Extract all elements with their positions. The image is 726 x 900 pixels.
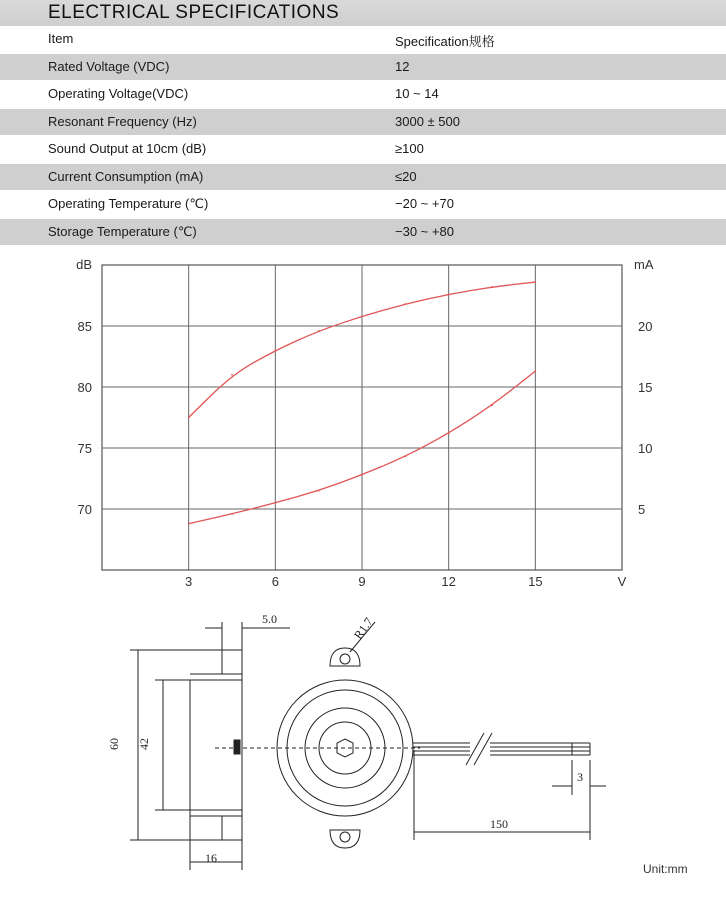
spec-item-value: 10 ~ 14	[395, 86, 439, 101]
dim-3-label: 3	[577, 770, 583, 784]
y-left-tick-label: 75	[77, 441, 92, 456]
spec-item-value: ≥100	[395, 141, 424, 156]
sound-output-point	[534, 281, 536, 283]
spec-header-row	[0, 26, 726, 54]
y-left-tick-label: 70	[77, 502, 92, 517]
chart-grid	[102, 265, 622, 570]
dim-42	[137, 680, 190, 810]
spec-item-label: Operating Temperature (℃)	[48, 196, 209, 211]
spec-title: ELECTRICAL SPECIFICATIONS	[48, 2, 340, 23]
spec-row	[0, 81, 726, 109]
current-point	[274, 502, 276, 504]
x-tick-label: 12	[441, 574, 456, 589]
y-right-tick-label: 20	[638, 319, 653, 334]
sound-output-point	[274, 350, 276, 352]
dim-150-label: 150	[490, 817, 508, 831]
x-tick-label: 15	[528, 574, 543, 589]
sound-output-point	[231, 374, 233, 376]
sound-output-point	[448, 293, 450, 295]
y-right-tick-label: 10	[638, 441, 653, 456]
y-right-axis-label: mA	[634, 257, 654, 272]
dim-42-label: 42	[137, 738, 151, 750]
dim-5-0	[205, 612, 290, 650]
dim-150	[414, 750, 590, 840]
spec-item-label: Storage Temperature (℃)	[48, 223, 197, 239]
spec-row	[0, 54, 726, 82]
spec-row	[0, 164, 726, 192]
lead-wires	[413, 733, 590, 765]
performance-chart	[0, 250, 726, 590]
spec-row	[0, 219, 726, 247]
dim-60	[107, 650, 222, 840]
chart-labels	[76, 257, 654, 589]
y-left-tick-label: 80	[77, 380, 92, 395]
spec-row	[0, 109, 726, 137]
dimension-drawing	[0, 600, 726, 900]
dim-60-label: 60	[107, 738, 121, 750]
dim-5-0-label: 5.0	[262, 612, 277, 626]
spec-item-value: ≤20	[395, 168, 417, 184]
current-point	[448, 432, 450, 434]
spec-item-label: Resonant Frequency (Hz)	[48, 113, 197, 129]
spec-item-label: Current Consumption (mA)	[48, 168, 204, 184]
sound-output-point	[361, 315, 363, 317]
sound-output-point	[491, 286, 493, 288]
sound-output-point	[404, 303, 406, 305]
dim-16-label: 16	[205, 851, 217, 865]
y-left-axis-label: dB	[76, 257, 92, 272]
spec-row	[0, 191, 726, 219]
spec-header-item: Item	[48, 31, 74, 46]
x-axis-label: V	[617, 574, 627, 589]
spec-item-value: −30 ~ +80	[395, 223, 454, 239]
dim-r17-label: R1.7	[350, 614, 376, 642]
y-right-tick-label: 15	[638, 380, 653, 395]
spec-title-bar	[0, 0, 726, 26]
unit-label: Unit:mm	[643, 862, 688, 876]
sound-output-point	[188, 417, 190, 419]
current-point	[534, 370, 536, 372]
spec-item-value: −20 ~ +70	[395, 196, 454, 211]
spec-item-value: 12	[395, 58, 410, 74]
spec-item-label: Rated Voltage (VDC)	[48, 58, 170, 74]
spec-item-label: Operating Voltage(VDC)	[48, 86, 189, 101]
spec-item-label: Sound Output at 10cm (dB)	[48, 141, 207, 156]
spec-header-value: Specification规格	[395, 34, 495, 49]
current-point	[361, 474, 363, 476]
y-left-tick-label: 85	[77, 319, 92, 334]
current-point	[188, 523, 190, 525]
x-tick-label: 6	[271, 574, 279, 589]
y-right-tick-label: 5	[638, 502, 646, 517]
current-point	[231, 513, 233, 515]
front-view	[277, 615, 413, 848]
x-tick-label: 3	[185, 574, 193, 589]
dim-3	[552, 760, 606, 795]
current-point	[491, 404, 493, 406]
current-point	[318, 490, 320, 492]
spec-row	[0, 136, 726, 164]
spec-item-value: 3000 ± 500	[395, 113, 460, 129]
current-point	[404, 456, 406, 458]
x-tick-label: 9	[358, 574, 366, 589]
spec-table	[0, 26, 726, 246]
sound-output-point	[318, 330, 320, 332]
